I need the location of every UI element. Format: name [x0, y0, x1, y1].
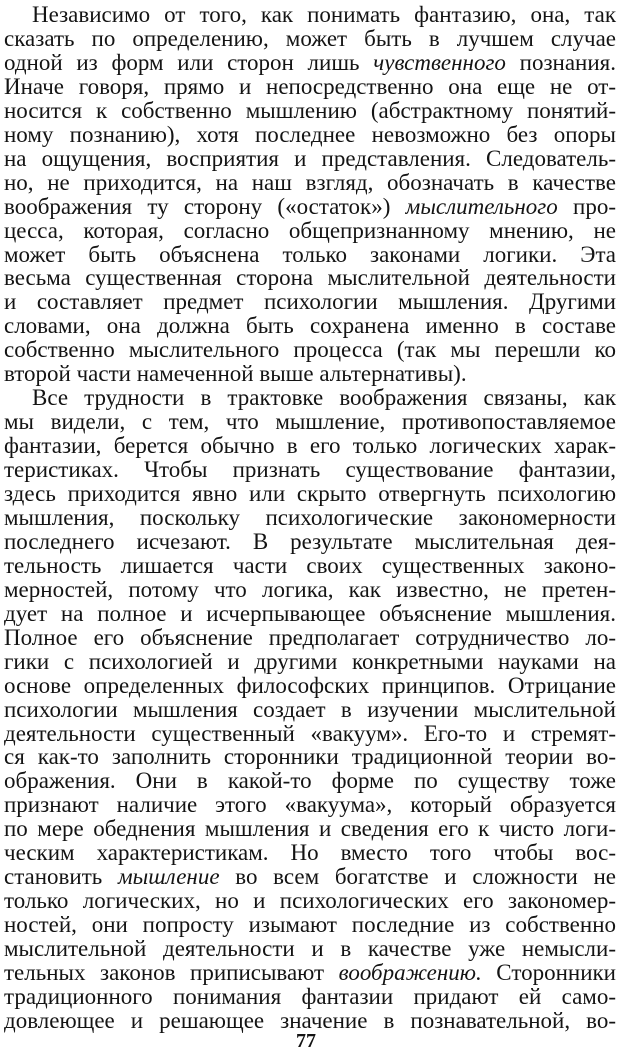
text-segment: психологии мышления создает в изучении мыслительной	[4, 696, 616, 722]
text-line	[4, 768, 616, 794]
text-line	[4, 505, 616, 531]
text-segment: словами, она должна быть сохранена именно в составе	[4, 313, 616, 339]
italic-emphasis: мыслительного	[405, 193, 558, 219]
text-line	[4, 289, 616, 315]
text-line	[4, 265, 616, 291]
text-segment: традиционного понимания фантазии придают ей само-	[4, 983, 616, 1009]
text-line	[4, 122, 616, 148]
text-line	[4, 98, 616, 124]
italic-emphasis: чувственного	[373, 49, 506, 75]
text-segment: во всем богатстве и сложности не	[219, 864, 616, 890]
text-segment: второй части намеченной выше альтернативы).	[4, 361, 467, 387]
text-segment: носится к собственно мышлению (абстрактному понятий-	[4, 97, 616, 123]
text-segment: про-	[557, 193, 616, 219]
text-segment: здесь приходится явно или скрыто отвергнуть психологию	[4, 481, 616, 506]
text-segment: мы видели, с тем, что мышление, противопоставляемое	[4, 409, 616, 435]
text-line	[4, 529, 616, 555]
text-line	[4, 625, 616, 651]
text-line	[4, 936, 616, 962]
text-segment: мерностей, потому что логика, как известно, не претен-	[4, 576, 616, 602]
text-segment: ся как-то заполнить сторонники традиционной теории во-	[4, 744, 616, 770]
italic-emphasis: мышление	[117, 864, 220, 890]
text-segment: собственно мыслительного процесса (так мы перешли ко	[4, 337, 616, 363]
text-line	[4, 313, 616, 339]
text-segment: может быть объяснена только законами логики. Эта	[4, 241, 616, 267]
text-segment: ному познанию), хотя последнее невозможно без опоры	[4, 121, 616, 147]
text-segment: и составляет предмет психологии мышления. Другими	[4, 289, 616, 315]
text-line	[4, 673, 616, 699]
text-line	[4, 744, 616, 770]
text-segment: сказать по определению, может быть в лучшем случае	[4, 25, 616, 51]
text-line	[4, 912, 616, 938]
text-line	[4, 864, 616, 890]
text-line	[4, 649, 616, 675]
text-segment: мышления, поскольку психологические закономерности	[4, 504, 616, 530]
text-segment: на ощущения, восприятия и представления. Следователь-	[4, 145, 616, 171]
text-segment: Независимо от того, как понимать фантазию, она, так	[32, 2, 616, 27]
text-line	[4, 577, 616, 603]
text-segment: Иначе говоря, прямо и непосредственно она еще не от-	[4, 73, 616, 99]
text-line	[4, 601, 616, 627]
text-segment: по мере обеднения мышления и сведения его к чисто логи-	[4, 816, 616, 842]
text-line	[4, 457, 616, 483]
text-segment: основе определенных философских принципов. Отрицание	[4, 672, 616, 698]
text-segment: теристиках. Чтобы признать существование фантазии,	[4, 457, 616, 483]
text-segment: воображения ту сторону («остаток»)	[4, 193, 406, 219]
text-segment: Сторонники	[481, 960, 616, 985]
text-line	[4, 337, 616, 363]
text-segment: ностей, они попросту изымают последние из собственно	[4, 912, 616, 938]
text-segment: только логических, но и психологических его закономер-	[4, 888, 616, 914]
page-number: 77	[296, 1030, 316, 1052]
text-segment: признают наличие этого «вакуума», который образуется	[4, 792, 616, 818]
text-line	[4, 385, 616, 411]
text-line	[4, 242, 616, 268]
text-line	[4, 697, 616, 723]
text-segment: но, не приходится, на наш взгляд, обозначать в качестве	[4, 169, 616, 195]
text-segment: тельных законов приписывают	[4, 960, 339, 985]
text-line	[4, 816, 616, 842]
text-line	[4, 721, 616, 747]
text-segment: весьма существенная сторона мыслительной деятельности	[4, 265, 616, 291]
text-segment: одной из форм или сторон лишь	[4, 49, 374, 75]
text-line	[4, 433, 616, 459]
text-segment: довлеющее и решающее значение в познавательной, во-	[4, 1007, 616, 1033]
italic-emphasis: воображению.	[338, 960, 482, 985]
text-line	[4, 74, 616, 100]
text-segment: Полное его объяснение предполагает сотрудничество ло-	[4, 624, 616, 650]
text-segment: гики с психологией и другими конкретными науками на	[4, 648, 616, 674]
text-line	[4, 218, 616, 244]
book-page	[4, 0, 616, 1061]
text-segment: познания.	[505, 49, 617, 75]
text-line	[4, 792, 616, 818]
text-line	[4, 146, 616, 172]
text-line	[4, 361, 616, 387]
text-segment: последнего исчезают. В результате мыслительная дея-	[4, 528, 616, 554]
text-segment: ображения. Они в какой-то форме по существу тоже	[4, 768, 616, 794]
text-line	[4, 26, 616, 52]
text-segment: цесса, которая, согласно общепризнанному мнению, не	[4, 217, 616, 243]
text-line	[4, 2, 616, 28]
text-segment: деятельности существенный «вакуум». Его-то и стремят-	[4, 720, 616, 746]
text-segment: фантазии, берется обычно в его только логических харак-	[4, 433, 616, 459]
text-segment: тельность лишается части своих существенных законо-	[4, 552, 616, 578]
text-line	[4, 984, 616, 1010]
text-line	[4, 960, 616, 986]
text-segment: ческим характеристикам. Но вместо того чтобы вос-	[4, 840, 616, 866]
text-segment: мыслительной деятельности и в качестве уже немысли-	[4, 936, 616, 962]
text-line	[4, 481, 616, 507]
text-line	[4, 888, 616, 914]
text-line	[4, 170, 616, 196]
text-segment: Все трудности в трактовке воображения связаны, как	[32, 385, 616, 411]
text-line	[4, 50, 616, 76]
text-line	[4, 553, 616, 579]
text-line	[4, 194, 616, 220]
text-line	[4, 409, 616, 435]
text-line	[4, 840, 616, 866]
text-segment: дует на полное и исчерпывающее объяснение мышления.	[4, 600, 616, 626]
text-segment: становить	[4, 864, 118, 890]
